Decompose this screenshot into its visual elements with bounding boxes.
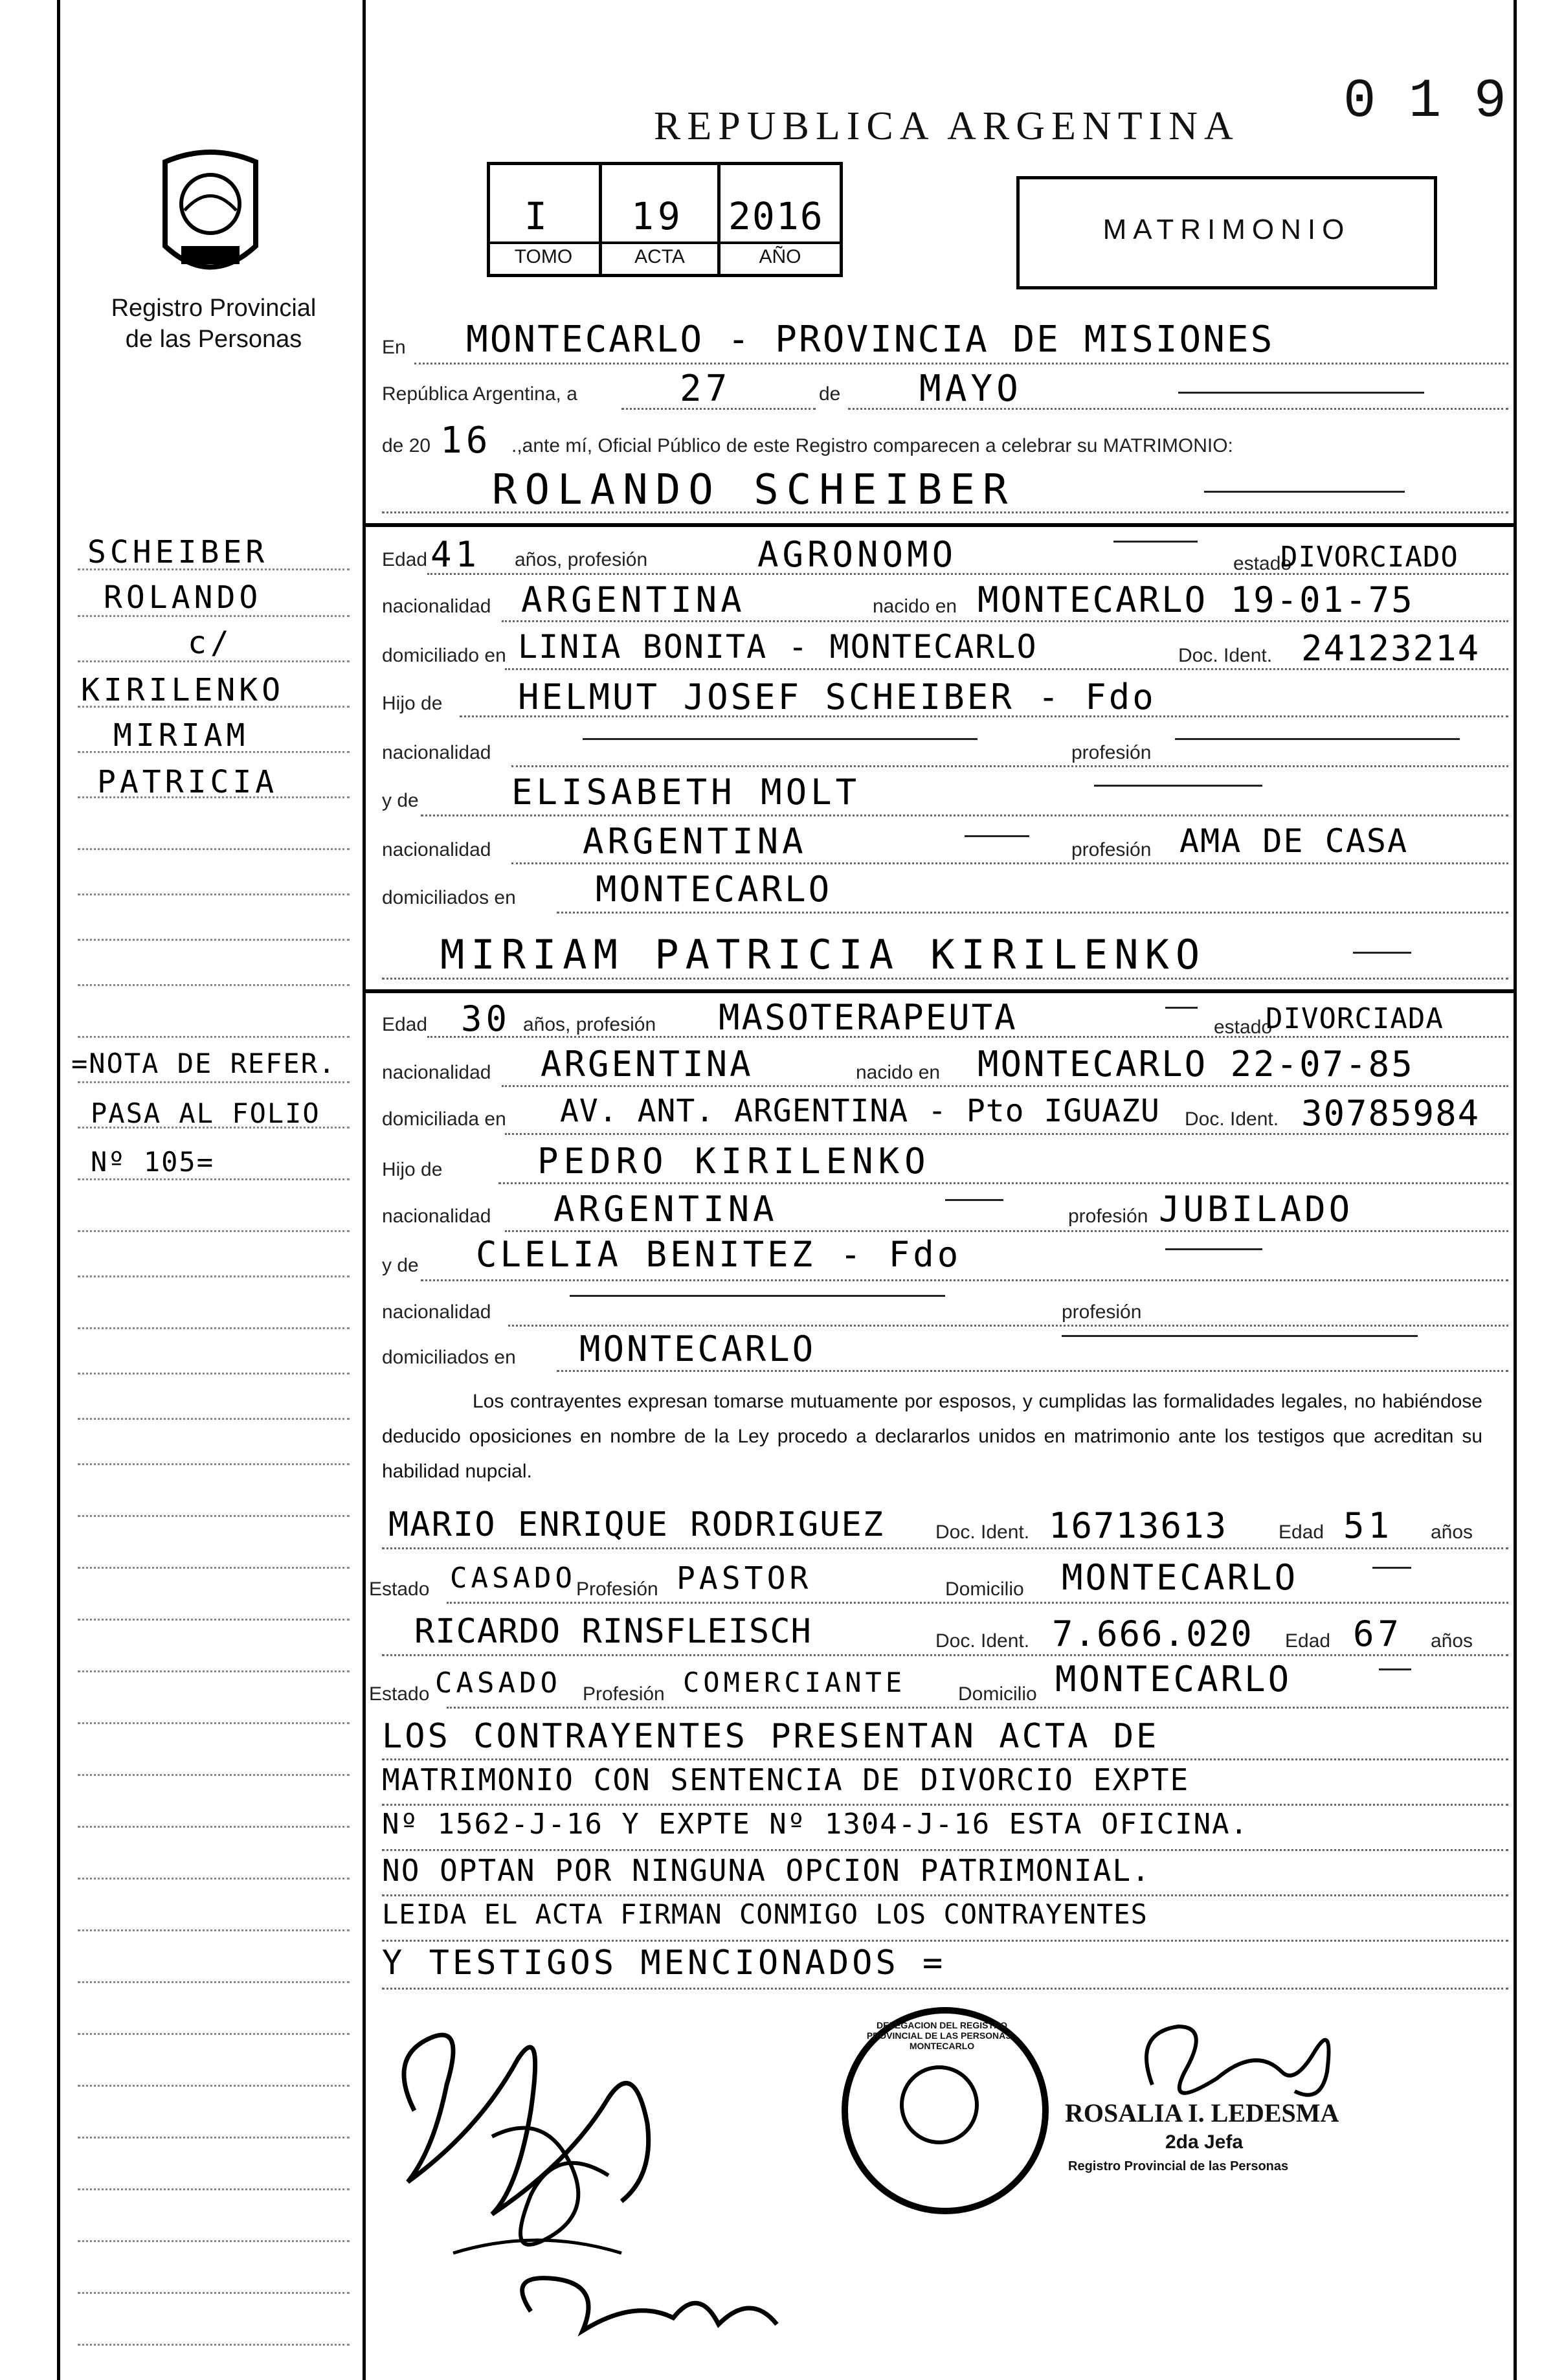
groom-mother-nac: ARGENTINA	[583, 821, 807, 862]
witness1-profesion: PASTOR	[676, 1560, 812, 1597]
margin-party-1: SCHEIBER	[87, 534, 269, 570]
groom-doc-label: Doc. Ident.	[1178, 645, 1273, 666]
bride-nacido-label: nacido en	[856, 1062, 941, 1083]
intro-text: .,ante mí, Oficial Público de este Registro comparecen a celebrar su MATRIMONIO:	[511, 435, 1233, 456]
margin-party-6: PATRICIA	[97, 764, 278, 800]
witness2-name: RICARDO RINSFLEISCH	[414, 1612, 812, 1651]
record-type: MATRIMONIO	[1102, 214, 1351, 245]
groom-nacionalidad: ARGENTINA	[521, 579, 746, 620]
witness1-prof-label: Profesión	[576, 1578, 658, 1600]
bride-nac3-label: nacionalidad	[382, 1301, 491, 1323]
anio-label: AÑO	[759, 246, 801, 267]
folio-number: 0 1 9	[1343, 71, 1507, 133]
groom-parents-dom: MONTECARLO	[596, 869, 832, 910]
witness2-estado-label: Estado	[369, 1683, 430, 1705]
anio-value: 2016	[728, 194, 824, 238]
groom-prof2-label: profesión	[1071, 742, 1152, 763]
witness1-edad: 51	[1343, 1505, 1394, 1546]
bride-nacido: MONTECARLO 22-07-85	[978, 1044, 1414, 1084]
de-label: de	[819, 383, 841, 405]
margin-party-5: MIRIAM	[113, 717, 249, 754]
groom-prof3-label: profesión	[1071, 839, 1152, 860]
groom-edad-label: Edad	[382, 549, 428, 570]
bride-edad-label: Edad	[382, 1014, 428, 1035]
witness2-doc-label: Doc. Ident.	[935, 1630, 1030, 1652]
groom-profession: AGRONOMO	[757, 534, 957, 575]
witness1-edad-label: Edad	[1279, 1521, 1324, 1543]
bride-hijo-label: Hijo de	[382, 1159, 443, 1180]
groom-father: HELMUT JOSEF SCHEIBER - Fdo	[518, 677, 1156, 717]
bride-prof2-label: profesión	[1068, 1206, 1148, 1227]
groom-mother-prof: AMA DE CASA	[1179, 822, 1409, 860]
witness2-anos-label: años	[1431, 1630, 1473, 1652]
bride-edad: 30	[461, 998, 511, 1039]
groom-domicilio: LINIA BONITA - MONTECARLO	[518, 628, 1038, 666]
month: MAYO	[919, 368, 1022, 410]
groom-mother: ELISABETH MOLT	[511, 772, 861, 813]
bride-nac-label: nacionalidad	[382, 1062, 491, 1083]
official-name: ROSALIA I. LEDESMA	[1065, 2098, 1339, 2127]
witness1-estado-label: Estado	[369, 1578, 430, 1600]
groom-nac2-label: nacionalidad	[382, 742, 491, 763]
groom-anos-prof-label: años, profesión	[515, 549, 648, 570]
witness1-name: MARIO ENRIQUE RODRIGUEZ	[388, 1505, 885, 1544]
bride-father-nac: ARGENTINA	[553, 1189, 778, 1229]
bride-nac2-label: nacionalidad	[382, 1206, 491, 1227]
republica-label: República Argentina, a	[382, 383, 577, 405]
witness1-doc: 16713613	[1049, 1505, 1228, 1546]
groom-doc: 24123214	[1301, 628, 1481, 669]
page-border-right	[1514, 0, 1517, 2380]
tomo-value: I	[524, 194, 551, 238]
groom-yde-label: y de	[382, 790, 419, 811]
bride-mother: CLELIA BENITEZ - Fdo	[476, 1234, 962, 1275]
bride-doc: 30785984	[1301, 1093, 1481, 1134]
witness1-dom-label: Domicilio	[945, 1578, 1024, 1600]
place: MONTECARLO - PROVINCIA DE MISIONES	[466, 319, 1275, 361]
groom-nac3-label: nacionalidad	[382, 839, 491, 860]
note-line-2: MATRIMONIO CON SENTENCIA DE DIVORCIO EXPTE	[382, 1762, 1190, 1797]
bride-doms-label: domiciliados en	[382, 1347, 516, 1368]
groom-edad: 41	[430, 534, 481, 575]
bride-doc-label: Doc. Ident.	[1185, 1108, 1279, 1130]
note-line-5: LEIDA EL ACTA FIRMAN CONMIGO LOS CONTRAYENTES	[382, 1898, 1148, 1930]
bride-anos-prof-label: años, profesión	[523, 1014, 656, 1035]
bride-estado: DIVORCIADA	[1266, 1002, 1444, 1035]
acta-value: 19	[631, 194, 684, 238]
margin-border-right	[363, 0, 366, 2380]
groom-estado-label: estado	[1233, 553, 1292, 574]
witness2-edad-label: Edad	[1285, 1630, 1331, 1652]
bride-profession: MASOTERAPEUTA	[719, 997, 1018, 1038]
country-title: REPUBLICA ARGENTINA	[654, 104, 1240, 148]
bride-nacionalidad: ARGENTINA	[541, 1044, 754, 1084]
witness2-profesion: COMERCIANTE	[683, 1667, 906, 1698]
groom-nacido: MONTECARLO 19-01-75	[978, 579, 1414, 620]
tomo-label: TOMO	[514, 246, 573, 267]
year-suffix: 16	[440, 420, 492, 462]
official-office: Registro Provincial de las Personas	[1068, 2159, 1289, 2173]
day: 27	[680, 368, 732, 410]
year-prefix: de 20	[382, 435, 431, 456]
witness2-domicilio: MONTECARLO	[1055, 1659, 1292, 1700]
groom-doms-label: domiciliados en	[382, 887, 516, 908]
bride-name: MIRIAM PATRICIA KIRILENKO	[440, 931, 1207, 978]
delegation-stamp-inner	[900, 2065, 979, 2144]
margin-party-4: KIRILENKO	[81, 672, 285, 708]
margin-note-1: =NOTA DE REFER.	[71, 1048, 337, 1079]
witness1-estado: CASADO	[450, 1562, 576, 1595]
note-line-6: Y TESTIGOS MENCIONADOS =	[382, 1944, 946, 1982]
margin-note-2: PASA AL FOLIO	[91, 1097, 320, 1129]
groom-nac-label: nacionalidad	[382, 596, 491, 617]
witness1-anos-label: años	[1431, 1521, 1473, 1543]
stamp-text: DELEGACION DEL REGISTRO PROVINCIAL DE LAS PERSONAS - MONTECARLO	[866, 2020, 1018, 2051]
bride-domicilio: AV. ANT. ARGENTINA - Pto IGUAZU	[560, 1093, 1160, 1129]
groom-hijo-label: Hijo de	[382, 693, 443, 714]
official-title: 2da Jefa	[1165, 2131, 1244, 2153]
witness1-doc-label: Doc. Ident.	[935, 1521, 1030, 1543]
signature-witness	[505, 2234, 803, 2363]
note-line-1: LOS CONTRAYENTES PRESENTAN ACTA DE	[382, 1717, 1159, 1756]
margin-note-3: Nº 105=	[91, 1146, 215, 1178]
bride-prof3-label: profesión	[1062, 1301, 1142, 1323]
witness2-edad: 67	[1353, 1613, 1403, 1654]
groom-dom-label: domiciliado en	[382, 645, 506, 666]
en-label: En	[382, 337, 406, 358]
acta-label: ACTA	[634, 246, 685, 267]
note-line-3: Nº 1562-J-16 Y EXPTE Nº 1304-J-16 ESTA OFICINA.	[382, 1808, 1249, 1841]
groom-nacido-label: nacido en	[873, 596, 957, 617]
witness2-estado: CASADO	[435, 1667, 561, 1700]
registry-name: Registro Provincial de las Personas	[111, 295, 317, 353]
statement-text: Los contrayentes expresan tomarse mutuamente por esposos, y cumplidas las formalidades legales, no habiéndose deducido oposiciones en nombre de la Ley procedo a declararlos unidos en matrimonio ante los testigos que acreditan su habilidad nupcial.	[382, 1391, 1482, 1482]
margin-border-left	[57, 0, 60, 2380]
witness2-doc: 7.666.020	[1052, 1613, 1253, 1654]
witness1-domicilio: MONTECARLO	[1062, 1557, 1299, 1598]
bride-yde-label: y de	[382, 1255, 419, 1276]
bride-estado-label: estado	[1214, 1016, 1273, 1038]
margin-party-3: c/	[188, 625, 233, 661]
bride-parents-dom: MONTECARLO	[579, 1329, 816, 1369]
groom-estado: DIVORCIADO	[1280, 541, 1458, 574]
groom-name: ROLANDO SCHEIBER	[492, 466, 1016, 514]
margin-party-2: ROLANDO	[104, 579, 262, 616]
bride-dom-label: domiciliada en	[382, 1108, 506, 1130]
witness2-prof-label: Profesión	[583, 1683, 665, 1705]
bride-father: PEDRO KIRILENKO	[537, 1141, 931, 1182]
note-line-4: NO OPTAN POR NINGUNA OPCION PATRIMONIAL.	[382, 1853, 1151, 1888]
province-seal	[155, 149, 265, 285]
witness2-dom-label: Domicilio	[958, 1683, 1037, 1705]
bride-father-prof: JUBILADO	[1159, 1189, 1354, 1229]
